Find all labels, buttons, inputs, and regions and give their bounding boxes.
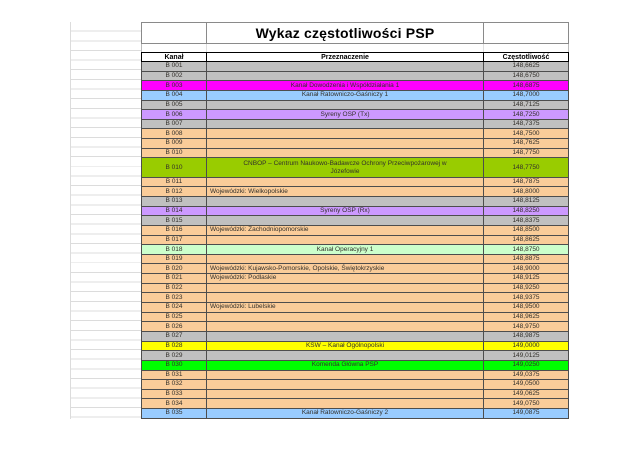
frequency-cell: 148,7375 — [512, 120, 540, 128]
frequency-cell: 149,0500 — [512, 380, 540, 388]
channel-cell: B 009 — [142, 139, 207, 148]
frequency-cell: 148,7250 — [512, 110, 540, 118]
table-row — [141, 81, 569, 91]
channel-cell: B 025 — [142, 313, 207, 322]
frequency-cell: 149,0250 — [512, 361, 540, 369]
channel-cell: B 021 — [142, 274, 207, 283]
channel-cell: B 003 — [142, 81, 207, 90]
frequency-cell: 148,7625 — [512, 139, 540, 147]
channel-cell: B 007 — [142, 120, 207, 129]
purpose-cell — [207, 313, 484, 322]
purpose-cell — [207, 139, 484, 148]
purpose-cell: Syreny OSP (Rx) — [207, 207, 484, 216]
purpose-cell — [207, 236, 484, 245]
channel-cell: B 022 — [142, 284, 207, 293]
frequency-cell: 149,0625 — [512, 390, 540, 398]
table-row — [141, 351, 569, 361]
purpose-cell: CNBOP – Centrum Naukowo-Badawcze Ochrony Przeciwpożarowej w Józefowie — [207, 158, 484, 176]
frequency-cell: 148,8875 — [512, 255, 540, 263]
frequency-cell: 149,0375 — [512, 370, 540, 378]
header-channel: Kanał — [142, 53, 207, 61]
purpose-cell: Kanał Ratowniczo-Gaśniczy 1 — [207, 91, 484, 100]
table-row — [141, 274, 569, 284]
frequency-cell: 149,0750 — [512, 399, 540, 407]
table-row — [141, 245, 569, 255]
frequency-cell: 148,6750 — [512, 71, 540, 79]
frequency-cell: 148,9000 — [512, 264, 540, 272]
frequency-cell: 148,8625 — [512, 235, 540, 243]
frequency-table — [141, 22, 569, 419]
table-row — [141, 313, 569, 323]
purpose-cell: Syreny OSP (Tx) — [207, 110, 484, 119]
title-spacer-right — [484, 23, 568, 43]
channel-cell: B 015 — [142, 216, 207, 225]
header-purpose: Przeznaczenie — [207, 53, 484, 61]
frequency-cell: 148,9375 — [512, 293, 540, 301]
channel-cell: B 013 — [142, 197, 207, 206]
channel-cell: B 020 — [142, 264, 207, 273]
channel-cell: B 016 — [142, 226, 207, 235]
table-row — [141, 361, 569, 371]
title-row — [141, 22, 569, 44]
frequency-cell: 148,7750 — [512, 149, 540, 157]
spacer-cell — [142, 44, 207, 52]
channel-cell: B 010 — [142, 149, 207, 158]
channel-cell: B 027 — [142, 332, 207, 341]
purpose-cell — [207, 197, 484, 206]
table-row — [141, 255, 569, 265]
table-row — [141, 322, 569, 332]
channel-cell: B 030 — [142, 361, 207, 370]
table-row — [141, 72, 569, 82]
channel-cell: B 029 — [142, 351, 207, 360]
frequency-cell: 148,9250 — [512, 284, 540, 292]
table-row — [141, 149, 569, 159]
purpose-cell: Wojewódzki: Kujawsko-Pomorskie, Opolskie, Świętokrzyskie — [207, 264, 484, 273]
purpose-cell — [207, 62, 484, 71]
frequency-cell: 148,9875 — [512, 332, 540, 340]
purpose-cell: KSW – Kanał Ogólnopolski — [207, 342, 484, 351]
title-spacer-left — [142, 23, 207, 43]
spacer-row — [141, 44, 569, 52]
table-row — [141, 62, 569, 72]
purpose-cell — [207, 322, 484, 331]
frequency-cell: 148,8375 — [512, 216, 540, 224]
channel-cell: B 032 — [142, 380, 207, 389]
purpose-cell — [207, 371, 484, 380]
header-frequency: Częstotliwość — [502, 53, 550, 61]
table-row — [141, 207, 569, 217]
purpose-cell: Wojewódzki: Zachodniopomorskie — [207, 226, 484, 235]
channel-cell: B 014 — [142, 207, 207, 216]
purpose-cell — [207, 129, 484, 138]
frequency-cell: 149,0000 — [512, 341, 540, 349]
purpose-cell — [207, 332, 484, 341]
purpose-cell — [207, 255, 484, 264]
frequency-cell: 148,6875 — [512, 81, 540, 89]
channel-cell: B 001 — [142, 62, 207, 71]
frequency-cell: 148,8750 — [512, 245, 540, 253]
frequency-cell: 148,8500 — [512, 226, 540, 234]
spacer-cell — [484, 44, 568, 52]
channel-cell: B 033 — [142, 390, 207, 399]
purpose-cell — [207, 216, 484, 225]
purpose-cell: Kanał Dowodzenia i Współdziałania 1 — [207, 81, 484, 90]
channel-cell: B 028 — [142, 342, 207, 351]
channel-cell: B 018 — [142, 245, 207, 254]
purpose-cell — [207, 149, 484, 158]
table-row — [141, 120, 569, 130]
channel-cell: B 034 — [142, 399, 207, 408]
frequency-cell: 148,8000 — [512, 187, 540, 195]
frequency-cell: 148,9625 — [512, 312, 540, 320]
purpose-cell — [207, 351, 484, 360]
frequency-cell: 149,0125 — [512, 351, 540, 359]
frequency-cell: 148,7500 — [512, 129, 540, 137]
purpose-cell: Wojewódzki: Podlaskie — [207, 274, 484, 283]
table-row — [141, 110, 569, 120]
table-row — [141, 342, 569, 352]
table-row — [141, 399, 569, 409]
table-row — [141, 101, 569, 111]
frequency-cell: 148,9125 — [512, 274, 540, 282]
table-row — [141, 197, 569, 207]
table-row — [141, 226, 569, 236]
table-row — [141, 409, 569, 419]
table-header-row — [141, 52, 569, 62]
purpose-cell: Wojewódzki: Lubelskie — [207, 303, 484, 312]
table-row — [141, 284, 569, 294]
purpose-cell — [207, 120, 484, 129]
table-row — [141, 91, 569, 101]
purpose-cell — [207, 101, 484, 110]
table-row — [141, 178, 569, 188]
channel-cell: B 017 — [142, 236, 207, 245]
channel-cell: B 005 — [142, 101, 207, 110]
channel-cell: B 008 — [142, 129, 207, 138]
purpose-cell — [207, 284, 484, 293]
table-row — [141, 293, 569, 303]
table-row — [141, 129, 569, 139]
table-row — [141, 187, 569, 197]
frequency-cell: 148,6625 — [512, 62, 540, 70]
table-body — [141, 62, 569, 419]
channel-cell: B 010 — [142, 158, 207, 176]
purpose-cell — [207, 178, 484, 187]
table-row — [141, 139, 569, 149]
purpose-cell: Komenda Główna PSP — [207, 361, 484, 370]
table-row — [141, 380, 569, 390]
channel-cell: B 004 — [142, 91, 207, 100]
frequency-cell: 148,8250 — [512, 206, 540, 214]
page-title: Wykaz częstotliwości PSP — [207, 23, 484, 43]
channel-cell: B 035 — [142, 409, 207, 418]
channel-cell: B 031 — [142, 371, 207, 380]
spreadsheet-gridlines — [70, 22, 142, 419]
frequency-cell: 148,9500 — [512, 303, 540, 311]
frequency-cell: 148,7125 — [512, 100, 540, 108]
channel-cell: B 002 — [142, 72, 207, 81]
frequency-cell: 148,7750 — [512, 163, 540, 171]
table-row — [141, 390, 569, 400]
purpose-cell — [207, 380, 484, 389]
table-row — [141, 158, 569, 177]
table-row — [141, 332, 569, 342]
frequency-cell: 148,7000 — [512, 91, 540, 99]
table-row — [141, 371, 569, 381]
purpose-cell: Wojewódzki: Wielkopolskie — [207, 187, 484, 196]
purpose-cell — [207, 293, 484, 302]
purpose-cell: Kanał Ratowniczo-Gaśniczy 2 — [207, 409, 484, 418]
channel-cell: B 006 — [142, 110, 207, 119]
frequency-cell: 148,8125 — [512, 197, 540, 205]
spacer-cell — [207, 44, 484, 52]
frequency-cell: 149,0875 — [512, 409, 540, 417]
purpose-cell — [207, 399, 484, 408]
channel-cell: B 023 — [142, 293, 207, 302]
purpose-cell: Kanał Operacyjny 1 — [207, 245, 484, 254]
purpose-cell — [207, 390, 484, 399]
channel-cell: B 019 — [142, 255, 207, 264]
channel-cell: B 011 — [142, 178, 207, 187]
purpose-cell — [207, 72, 484, 81]
frequency-cell: 148,9750 — [512, 322, 540, 330]
table-row — [141, 216, 569, 226]
table-row — [141, 264, 569, 274]
channel-cell: B 024 — [142, 303, 207, 312]
channel-cell: B 026 — [142, 322, 207, 331]
frequency-cell: 148,7875 — [512, 178, 540, 186]
table-row — [141, 303, 569, 313]
channel-cell: B 012 — [142, 187, 207, 196]
table-row — [141, 236, 569, 246]
